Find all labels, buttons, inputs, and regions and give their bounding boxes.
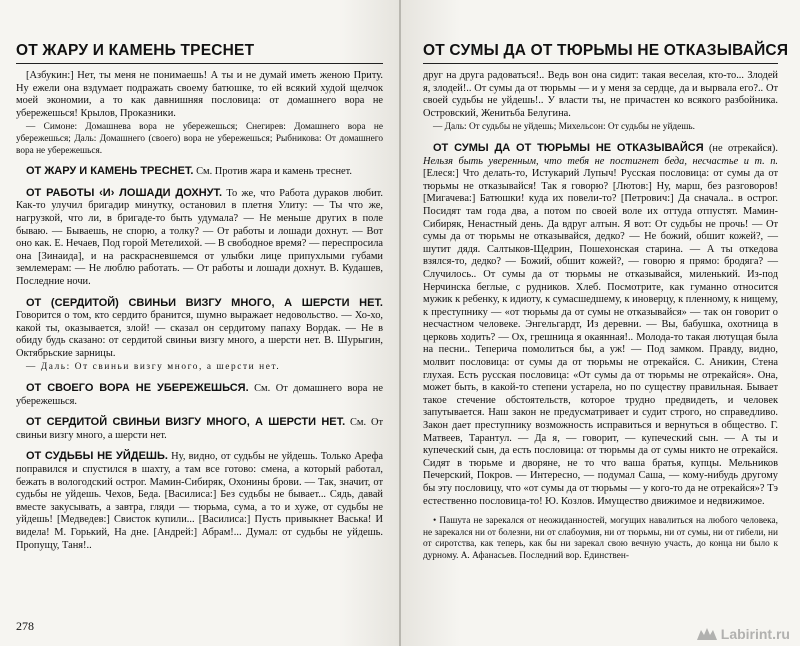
entry-text: То же, что Работа дураков любит. Как-то улучил бригадир минутку, остановил в плетня Улиту: — Ты что же, нагрузкой, что ли, в бригаде-то быть удумала? — Не меньше других в поле бываю. — Бываешь, не спорю, а толку? — От работы и лошади дохнут. — Вот оно как. Е. Нечаев, Под горой Метелихой. — В свободное время? — переспросила она [Зинаида], и на раскрасневшемся от улыбки лице припухлыми губами землемерам: — Не люблю работать. — От работы и лошади дохнут. В. Кудашев, Последние ночи. [16, 187, 383, 287]
entry-ot-raboty [16, 187, 383, 289]
headword: ОТ (СЕРДИТОЙ) СВИНЬИ ВИЗГУ МНОГО, А ШЕРСТИ НЕТ. [26, 296, 383, 309]
headword: ОТ СУДЬБЫ НЕ УЙДЕШЬ. [26, 450, 168, 463]
right-running-head: ОТ СУМЫ ДА ОТ ТЮРЬМЫ НЕ ОТКАЗЫВАЙСЯ [423, 4, 778, 64]
entry-text: [Елеся:] Что делать-то, Истукарий Лупыч! Русская пословица: от сумы да от тюрьмы не отказывайся! Так я говорю? [Лютов:] Ну, марш, без разговоров! [Мигачева:] Батюшки! куда их повели-то? [Петрович:] Да сначала.. в острог. Посидят там годa два, а потом по своей воле их оттуда отпустят. Мамин-Сибиряк, Ненастный день. Да вдруг алтын. Я вот: От судьбы не прочь! — От сумы да от тюрьмы не отказывайся, дедко? — Не божий, обшит кожей?, — шутит дядя. Салтыков-Щедрин, Пошехонская старина. — А ты откедова взялся-то, дедко? — Божий, обшит кожей?, — говорю я прямо: бродяга? — Случилось.. От сумы да от тюрьмы не отказывайся, миленький. Из-под Нерчинска беглые, с рудников. Хлеб. Посмотрите, как гуманно относится мужик к ребенку, к идиоту, к сумасшедшему, к иноверцу, к пленному, к нищему, к преступнику — «от тюрьмы да от сумы не отказывайся» — так он говорит о несчастном человеке. Энгельгардт, Из деревни. — Вы, бабушка, охотница в церковь ходить? — Ох, грешница я окаянная!.. Молода-то такая лютущая была на песни.. Теперича помолиться бы, а уж! — Под замком. Правду, видно, молвит пословица: от сумы да от тюрьмы не отрекайся. С. Аникин, Стена глухая. Есть русская пословица: «От сумы да от тюрьмы не отрекайся». Она, может быть, в какой-то степени устарела, но по существу правильная. Бывает такое стечение обстоятельств, которое трудно предвидеть, и человек запутывается. Наш закон не предусматривает и судит строго, но справедливо. Закон дает преступнику возможность исправиться и вернуться в общество. Г. Матвеев, Тарантул. — Да я, — говорит, — купеческий сын. — А ты и купеческий сын, да есть пословица: от тюрьмы да от сумы никто не отрекайся. Сидят в тюрьме и дворяне, не то что ваша братья, купцы. Мельников Печерский, Покров. — Интересно, — подумал Саша, — кому-нибудь другому бы эту пословицу, что «от сумы да от тюрьмы — у кого-то да не отрекайся»? Тэ естественно пословица-то! Ю. Козлов. Имущество движимое и недвижимое. [423, 168, 778, 507]
entry-lead: (не отрекайся). [708, 142, 778, 154]
entry-note: — Даль: От свиньи визгу много, а шерсти нет. [26, 362, 281, 373]
left-page [0, 0, 399, 646]
entry-ot-serditoy-sviny-2 [16, 416, 383, 442]
right-intro-sources: — Даль: От судьбы не уйдешь; Михельсон: От судьбы не уйдешь. [433, 122, 695, 133]
entry-text: Ну, видно, от судьбы не уйдешь. Только Арефа поправился и спустился в шахту, а там все готово: смена, а который работал, бежать в вологодский острог. Мамин-Сибиряк, Охонины брови. — Так, значит, от судьбы не уйдешь. Чехов, Беда. [Василиса:] Без судьбы не бывает... Сядь, давай вместе закусывать, а завтра, гляди — тюрьма, сума, а то и хуже, от судьбы не уйдешь! [Медведев:] Свисток купили... [Василиса:] Пусть привыкнет Васька! И видела! М. Горький, На дне. [Андрей:] Абрам!... Думал: от судьбы не уйдешь. Пропущу, Таня!.. [16, 451, 383, 551]
watermark-text: Labirint.ru [720, 626, 790, 642]
page-number: 278 [16, 619, 34, 633]
entry-bullet-example [423, 516, 778, 562]
entry-gloss: Нельзя быть уверенным, что тебя не постигнет беда, несчастье и т. п. [423, 155, 778, 167]
entry-ot-serditoy-sviny [16, 297, 383, 375]
entry-ot-sumy [423, 142, 778, 508]
left-intro-sources: — Симоне: Домашнева вора не убережешься; Снегирев: Домашнего вора не убережешься; Даль: Домашнего (своего) вора не убережешься; Рыбникова: От домашнего вора не убережешься. [16, 122, 383, 156]
entry-text: См. От домашнего вора не убережешься. [16, 383, 383, 407]
entry-text: См. От свиньи визгу много, а шерсти нет. [16, 417, 383, 441]
entry-ot-svoego-vora [16, 382, 383, 408]
entry-text: • Пашута не зарекался от неожиданностей, могущих навалиться на любого человека, не зарекался ни от болезни, ни от слабоумия, ни от тюрьмы, ни от сумы, ни от гибели, ни от сиротства, как теперь, как бы ни зарекал свою вечную участь, до конца ни было к дурному. А. Афанасьев. Последний вор. Единствен- [423, 516, 778, 561]
right-intro-quote: друг на друга радоваться!.. Ведь вон она сидит: такая веселая, кто-то... Злодей я, злодей!.. От сумы да от тюрьмы — и у меня за сердце, да и вырвала его?.. От своей судьбы не уйдешь!.. У власти ты, не причастен ко всякого разбойника. Островский, Женитьба Белугина. [423, 70, 778, 119]
headword: ОТ РАБОТЫ ‹И› ЛОШАДИ ДОХНУТ. [26, 186, 223, 199]
entry-text: См. Против жара и камень треснет. [196, 166, 352, 178]
entry-ot-zharu [16, 165, 383, 179]
left-running-head: ОТ ЖАРУ И КАМЕНЬ ТРЕСНЕТ [16, 4, 383, 64]
labirint-logo-icon [696, 626, 718, 642]
entry-ot-sudby [16, 450, 383, 552]
labirint-watermark [696, 626, 790, 642]
right-page [401, 0, 800, 646]
headword: ОТ СУМЫ ДА ОТ ТЮРЬМЫ НЕ ОТКАЗЫВАЙСЯ [433, 141, 704, 154]
headword: ОТ СЕРДИТОЙ СВИНЬИ ВИЗГУ МНОГО, А ШЕРСТИ НЕТ. [26, 416, 346, 429]
headword: ОТ ЖАРУ И КАМЕНЬ ТРЕСНЕТ. [26, 165, 194, 178]
left-intro-quote: [Азбукин:] Нет, ты меня не понимаешь! А ты и не думай иметь женою Приту. Ну ежели она вздумает подражать своему батюшке, то ей всякий худой щелчок моей экономии, а то как давнишняя пословица: от домашнего вора не убережешься! Крылов, Проказники. [16, 70, 383, 119]
headword: ОТ СВОЕГО ВОРА НЕ УБЕРЕЖЕШЬСЯ. [26, 382, 249, 395]
entry-text: Говорится о том, кто сердито бранится, шумно выражает недовольство. — Хо-хо, какой ты, оказывается, злой! — сказал он сердитому папаху Вордак. — Не в обиду будь сказано: от сердитой свиньи визгу много, а шерсти нет. В. Шурыгин, Октябрьские зарницы. [16, 310, 383, 359]
